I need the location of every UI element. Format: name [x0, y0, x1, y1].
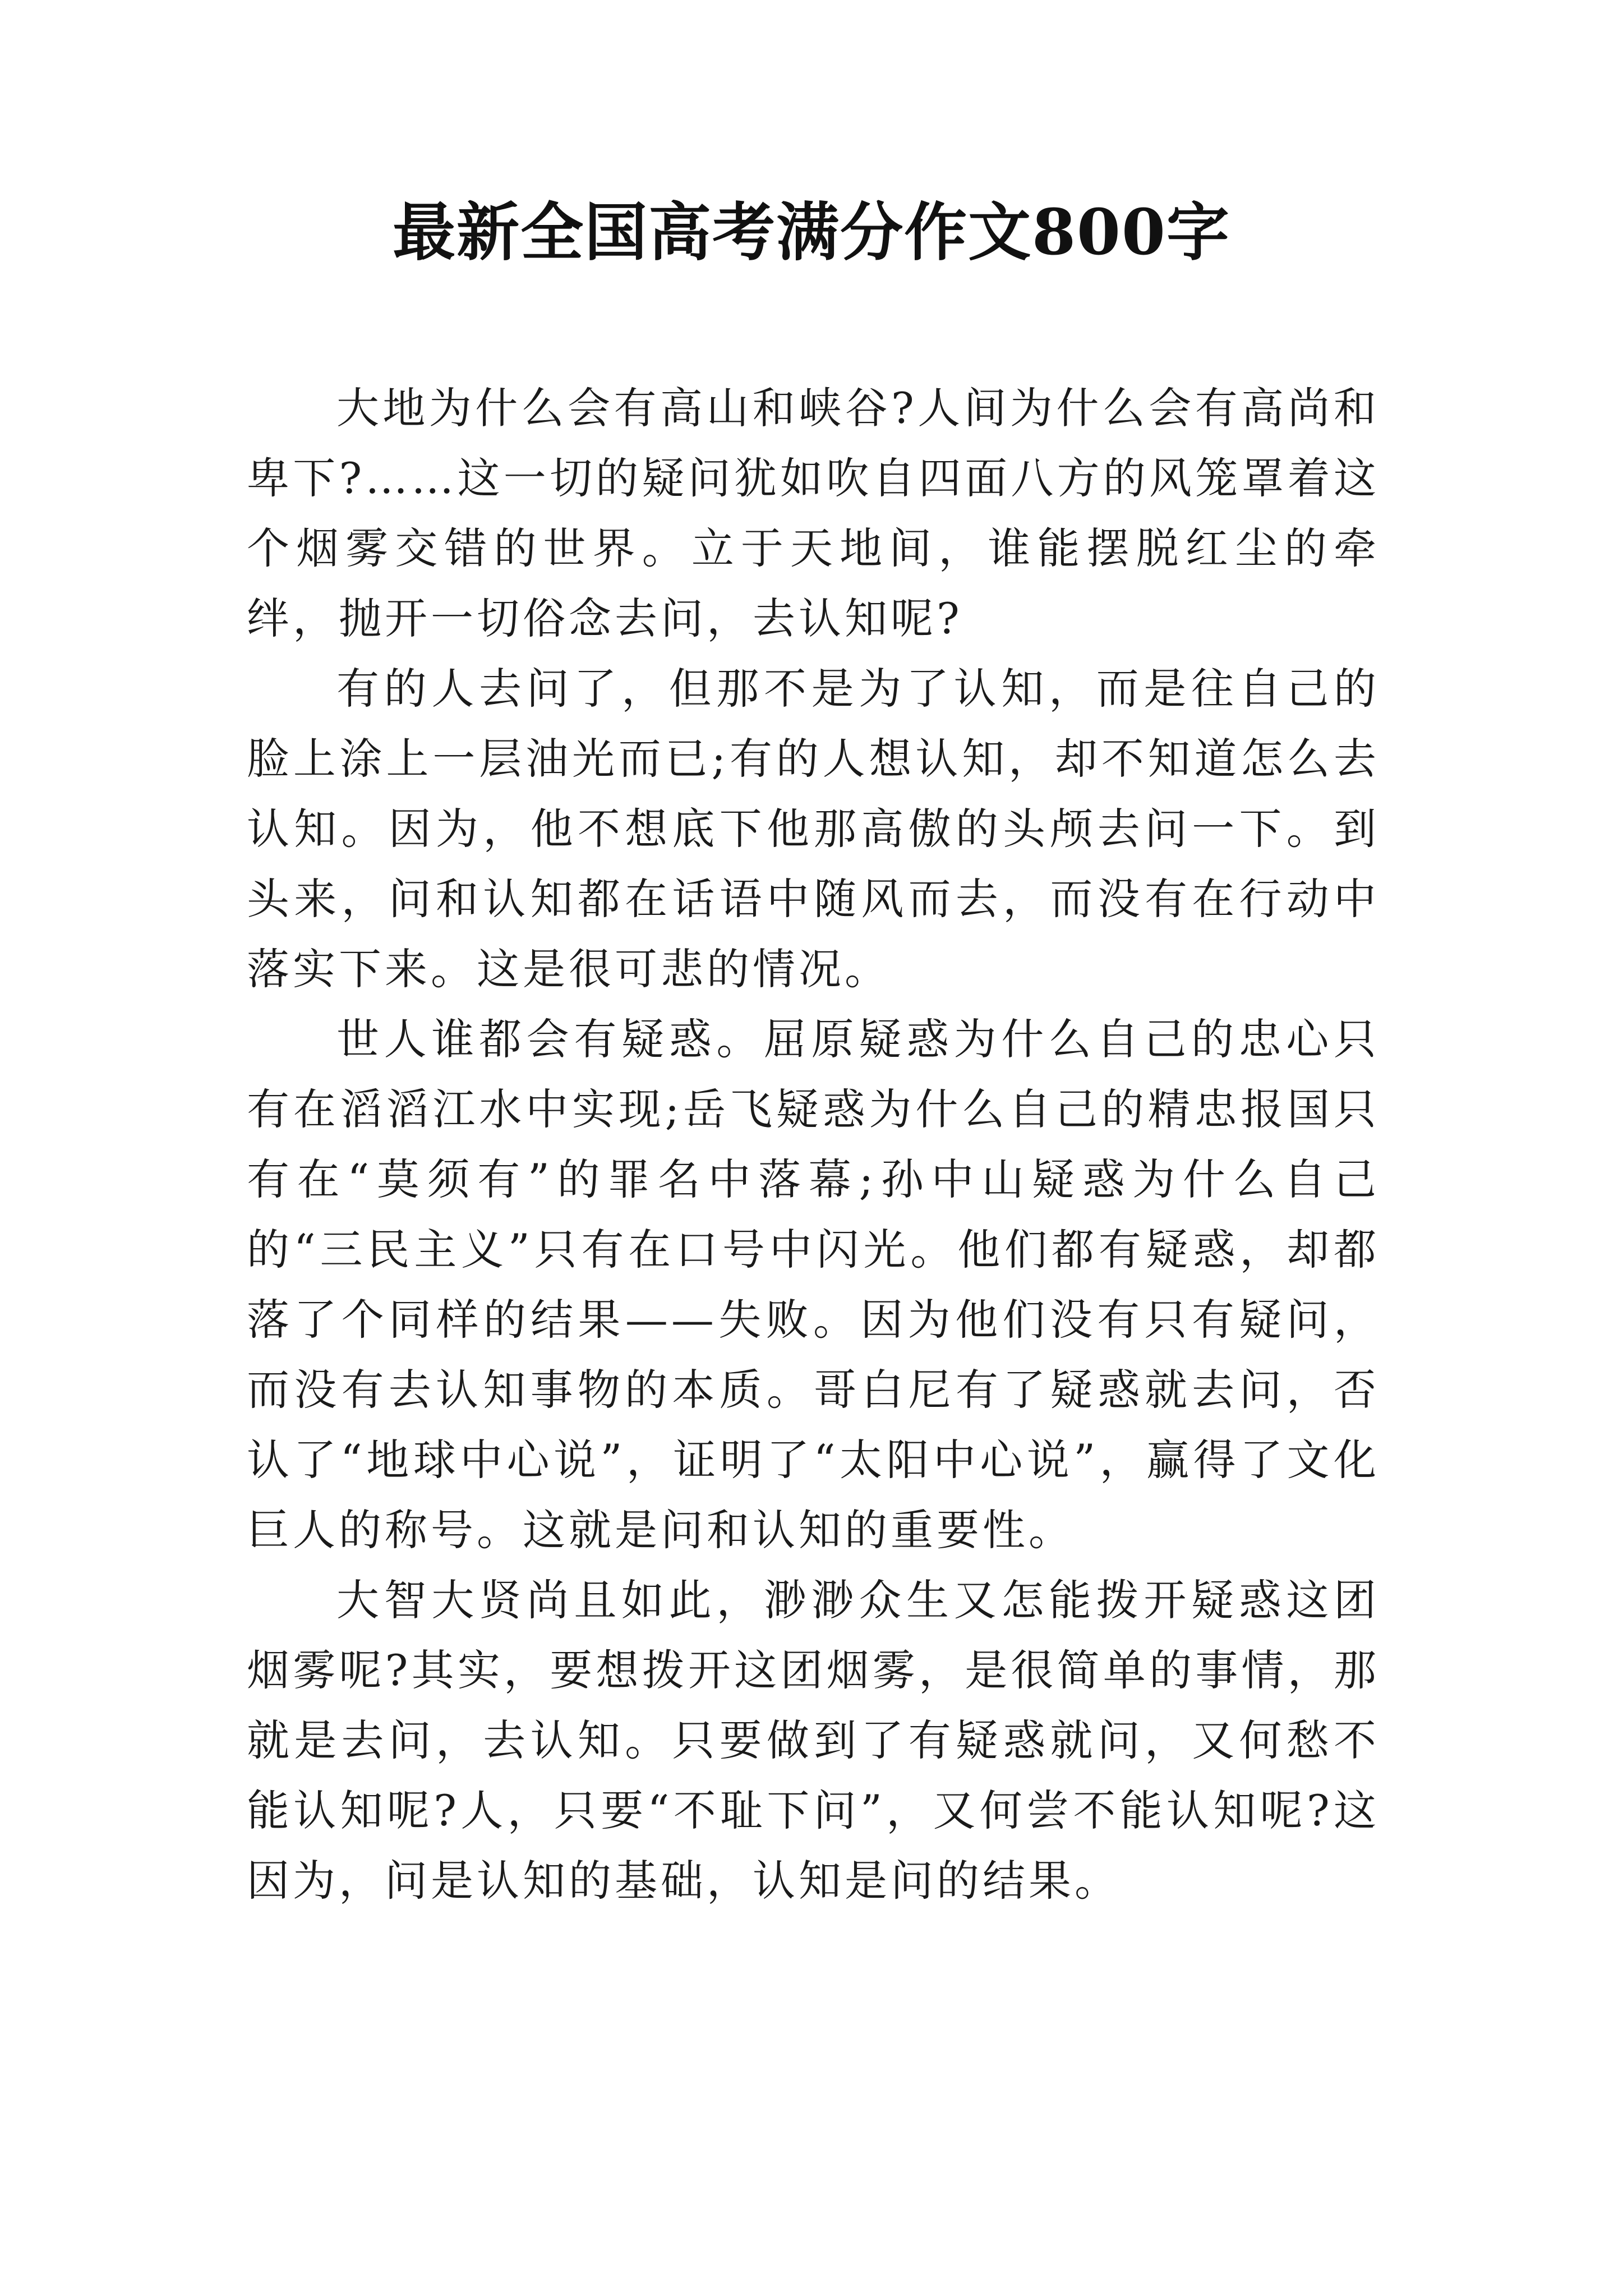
paragraph-4: 大智大贤尚且如此，渺渺众生又怎能拨开疑惑这团烟雾呢?其实，要想拨开这团烟雾，是很简单的事情，那就是去问，去认知。只要做到了有疑惑就问，又何愁不能认知呢?人，只要“不耻下问”，又何尝不能认知呢?这因为，问是认知的基础，认知是问的结果。 — [247, 1575, 1380, 1906]
paragraph-3: 世人谁都会有疑惑。屈原疑惑为什么自己的忠心只有在滔滔江水中实现;岳飞疑惑为什么自己的精忠报国只有在“莫须有”的罪名中落幕;孙中山疑惑为什么自己的“三民主义”只有在口号中闪光。他们都有疑惑，却都落了个同样的结果——失败。因为他们没有只有疑问，而没有去认知事物的本质。哥白尼有了疑惑就去问，否认了“地球中心说”，证明了“太阳中心说”，赢得了文化巨人的称号。这就是问和认知的重要性。 — [247, 1014, 1380, 1555]
paragraph-2: 有的人去问了，但那不是为了认知，而是往自己的脸上涂上一层油光而已;有的人想认知，却不知道怎么去认知。因为，他不想底下他那高傲的头颅去问一下。到头来，问和认知都在话语中随风而去，而没有在行动中落实下来。这是很可悲的情况。 — [247, 664, 1380, 994]
paragraph-1: 大地为什么会有高山和峡谷?人间为什么会有高尚和卑下?……这一切的疑问犹如吹自四面八方的风笼罩着这个烟雾交错的世界。立于天地间，谁能摆脱红尘的牵绊，抛开一切俗念去问，去认知呢? — [247, 383, 1380, 643]
document-title: 最新全国高考满分作文800字 — [393, 196, 1230, 269]
document-body — [247, 373, 1380, 1916]
